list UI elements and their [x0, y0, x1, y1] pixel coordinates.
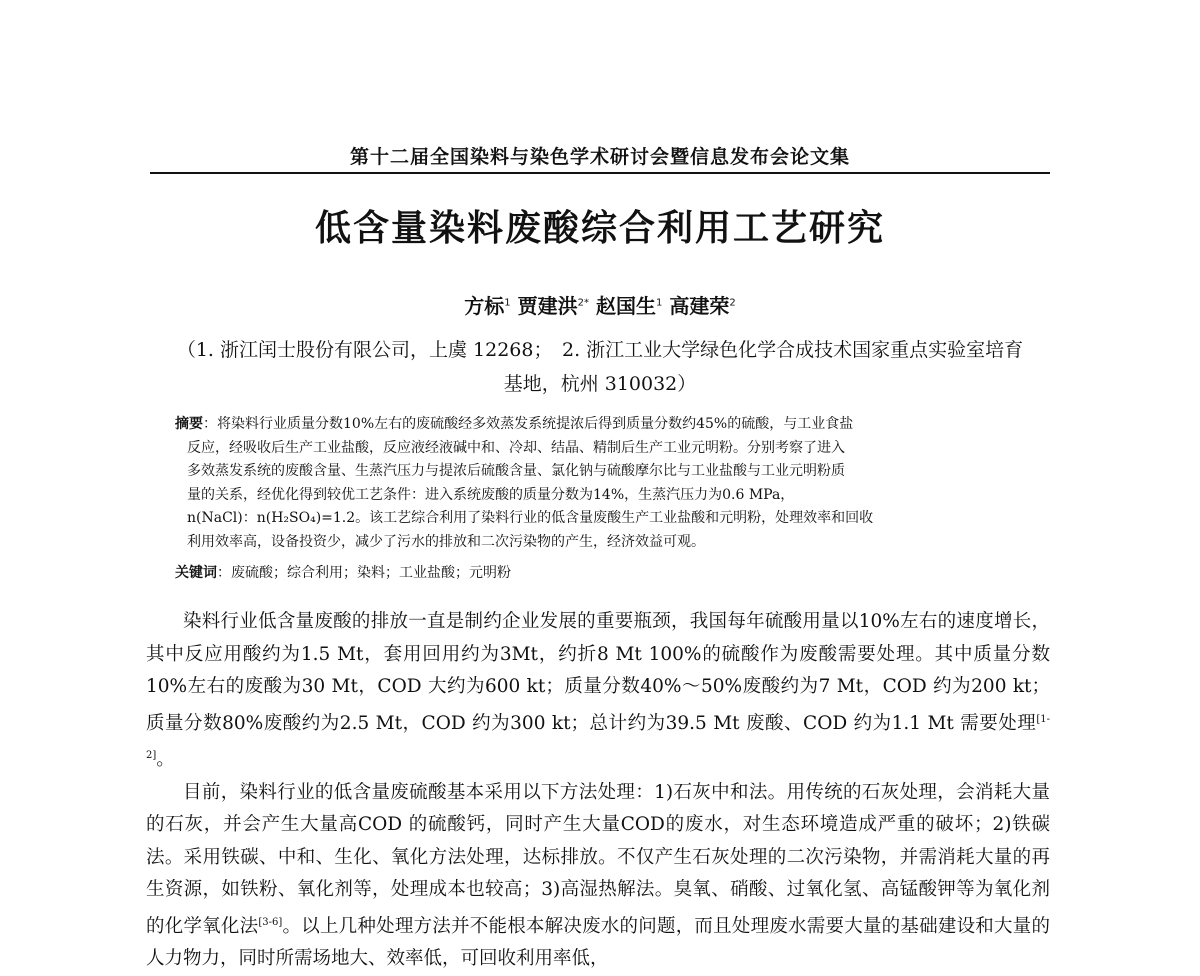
- paragraph-text: 目前，染料行业的低含量废硫酸基本采用以下方法处理：1)石灰中和法。用传统的石灰处理，会消耗大量的石灰，并会产生大量高COD 的硫酸钙，同时产生大量COD的废水，对生态环境造成严重的破坏；2)铁碳法。采用铁碳、中和、生化、氧化方法处理，达标排放。不仅产生石灰处理的二次污染物，并需消耗大量的再生资源，如铁粉、氧化剂等，处理成本也较高；3)高湿热解法。臭氧、硝酸、过氧化氢、高锰酸钾等为氧化剂的化学氧化法: [146, 781, 1050, 937]
- affiliation-line: 基地，杭州 310032）: [503, 373, 697, 395]
- author-name: 赵国生: [595, 294, 656, 318]
- abstract-label: 摘要: [175, 416, 203, 432]
- author-affiliation-mark: 2*: [577, 297, 590, 309]
- running-header: 第十二届全国染料与染色学术研讨会暨信息发布会论文集: [349, 146, 850, 168]
- keywords: [175, 562, 1025, 584]
- paragraph-text: 。以上几种处理方法并不能根本解决废水的问题，而且处理废水需要大量的基础建设和大量的人力物力，同时所需场地大、效率低，可回收利用率低，: [146, 915, 1050, 970]
- paragraph-text: 。: [156, 749, 175, 771]
- citation-ref: [1-2]: [146, 713, 1050, 762]
- author-affiliation-mark: 1: [655, 297, 663, 309]
- keywords-text: ：废硫酸；综合利用；染料；工业盐酸；元明粉: [217, 565, 511, 581]
- author-name: 方标: [464, 294, 505, 318]
- body-paragraph: [146, 606, 1050, 777]
- abstract-line: n(NaCl)：n(H₂SO₄)=1.2。该工艺综合利用了染料行业的低含量废酸生产工业盐酸和元明粉，处理效率和回收: [187, 510, 874, 526]
- abstract-line: 反应，经吸收后生产工业盐酸，反应液经液碱中和、冷却、结晶、精制后生产工业元明粉。分别考察了进入: [187, 439, 845, 456]
- author-affiliation-mark: 1: [504, 297, 511, 309]
- header-divider: [150, 172, 1050, 174]
- citation-ref: [3-6]: [258, 916, 283, 928]
- affiliation-line: （1. 浙江闰士股份有限公司，上虞 12268； 2. 浙江工业大学绿色化学合成技术国家重点实验室培育: [176, 339, 1024, 361]
- keywords-label: 关键词: [175, 565, 217, 581]
- author-name: 高建荣: [669, 294, 730, 318]
- paper-title: 低含量染料废酸综合利用工艺研究: [314, 208, 885, 249]
- abstract-line: 多效蒸发系统的废酸含量、生蒸汽压力与提浓后硫酸含量、氯化钠与硫酸摩尔比与工业盐酸与工业元明粉质: [187, 463, 845, 479]
- abstract: [175, 413, 1025, 554]
- paragraph-text: 染料行业低含量废酸的排放一直是制约企业发展的重要瓶颈，我国每年硫酸用量以10%左右的速度增长，其中反应用酸约为1.5 Mt，套用回用约为3Mt，约折8 Mt 100%的硫酸作为废酸需要处理。其中质量分数10%左右的废酸为30 Mt，COD 大约为600 kt；质量分数40%～50%废酸约为7 Mt，COD 约为200 kt；质量分数80%废酸约为2.5 Mt，COD 约为300 kt；总计约为39.5 Mt 废酸、COD 约为1.1 Mt 需要处理: [146, 611, 1050, 734]
- abstract-line: 量的关系，经优化得到较优工艺条件：进入系统废酸的质量分数为14%，生蒸汽压力为0.6 MPa，: [187, 486, 795, 503]
- author-name: 贾建洪: [517, 294, 578, 318]
- body-paragraph: [146, 777, 1050, 976]
- abstract-text: ：将染料行业质量分数10%左右的废硫酸经多效蒸发系统提浓后得到质量分数约45%的硫酸，与工业食盐: [203, 416, 854, 432]
- author-list: [150, 290, 1050, 319]
- body-text: [146, 606, 1050, 976]
- affiliations: [150, 333, 1050, 401]
- abstract-line: 利用效率高，设备投资少，减少了污水的排放和二次污染物的产生，经济效益可观。: [187, 533, 705, 550]
- author-affiliation-mark: 2: [729, 297, 736, 309]
- abstract-line: [175, 413, 1025, 437]
